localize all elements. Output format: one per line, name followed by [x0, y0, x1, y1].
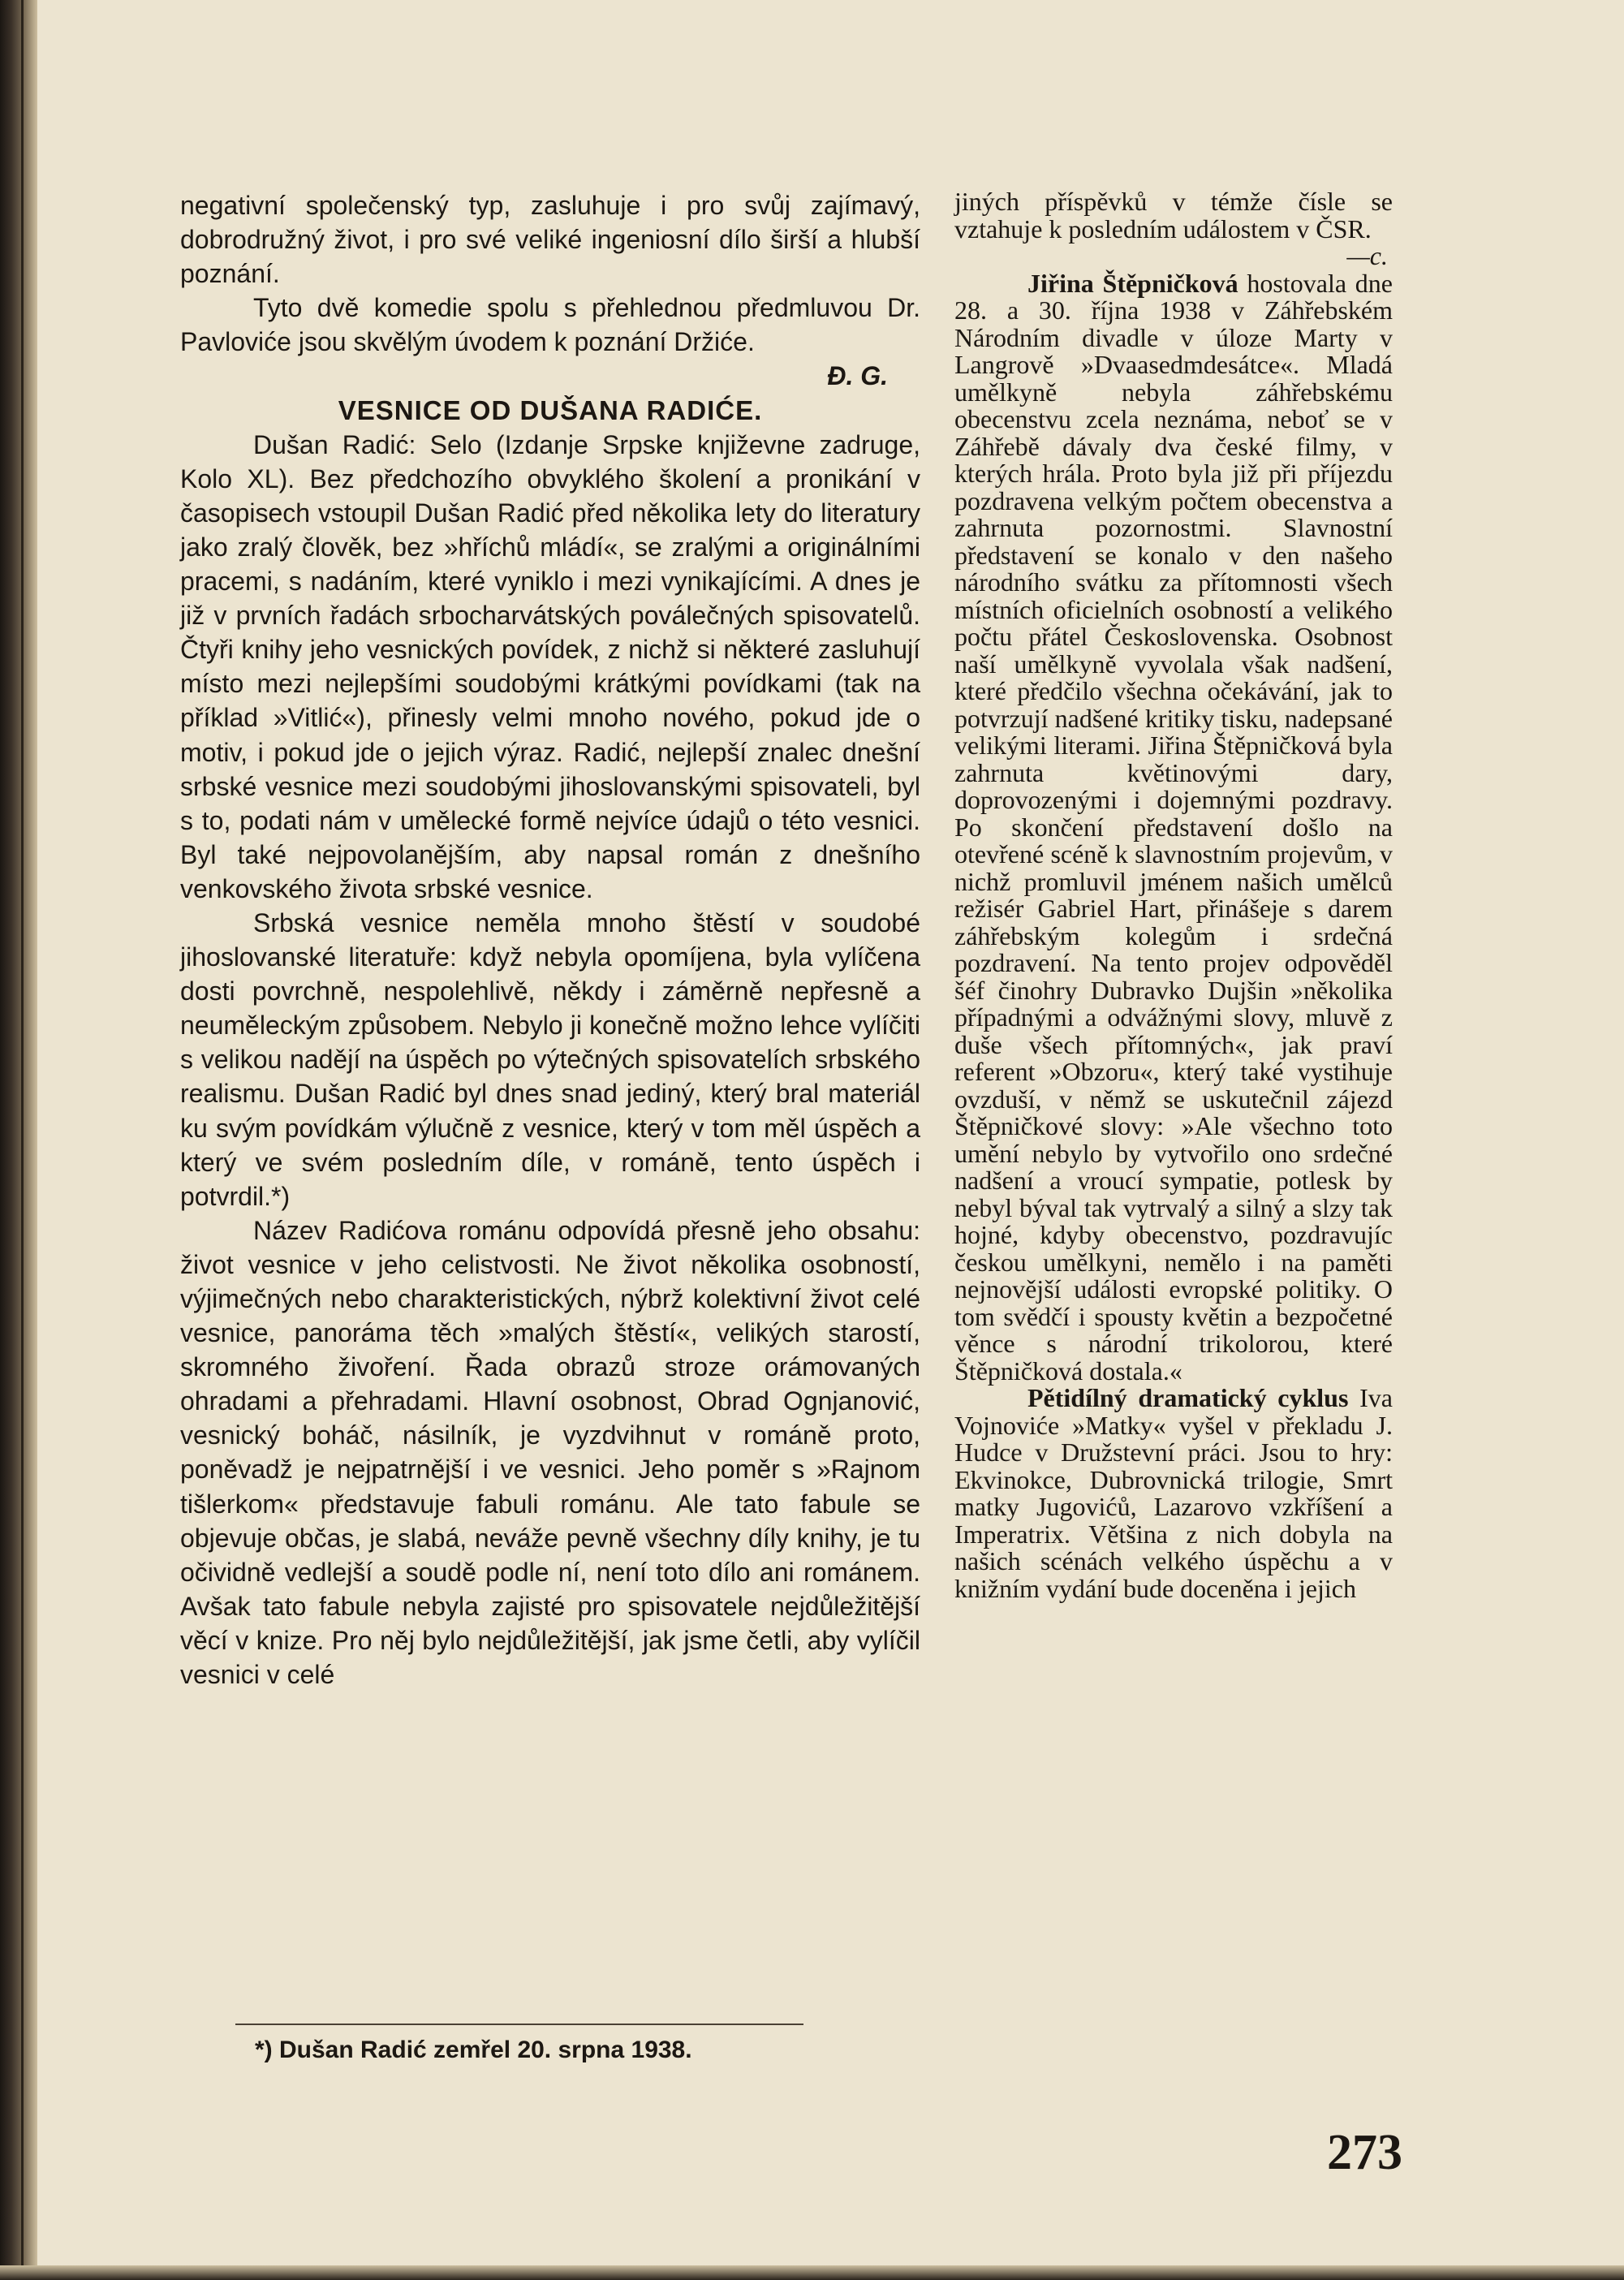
footnote: [180, 2035, 920, 2066]
page-binding-edge: [0, 0, 37, 2280]
paragraph: [954, 1385, 1393, 1602]
paragraph: Název Radićova románu odpovídá přesně jeho obsahu: život vesnice v jeho celistvosti. Ne život několika osobností, výjimečných nebo charakteristických, nýbrž kolektivní život celé vesnice, panoráma těch »malých štěstí«, velikých starostí, skromného živoření. Řada obrazů stroze orámovaných ohradami a přehradami. Hlavní osobnost, Obrad Ognjanović, vesnický boháč, násilník, je vyzdvihnut v románě proto, poněvadž je nejpatrnější i ve vesnici. Jeho poměr s »Rajnom tišlerkom« představuje fabuli románu. Ale tato fabule se objevuje občas, je slabá, neváže pevně všechny díly knihy, je tu očividně vedlejší a soudě podle ní, není toto dílo ani románem. Avšak tato fabule nebyla zajisté pro spisovatele nejdůležitější věcí v knize. Pro něj bylo nejdůležitější, jak jsme četli, aby vylíčil vesnici v celé: [180, 1215, 920, 1690]
paragraph-text: Iva Vojnoviće »Matky« vyšel v překladu J. Hudce v Družstevní práci. Jsou to hry: Ekvinokce, Dubrovnická trilogie, Smrt matky Jugovićů, Lazarovo vzkříšení a Imperatrix. Většina z nich dobyla na našich scénách velkého úspěchu a v knižním vydání bude doceněna i jejich: [954, 1383, 1394, 1603]
page-bottom-edge: [0, 2265, 1624, 2280]
binding-line: [21, 0, 24, 2280]
paragraph: jiných příspěvků v témže čísle se vztahuje k posledním událostem v ČSR.: [954, 187, 1393, 244]
signature: —c.: [1346, 241, 1388, 270]
paragraph: Tyto dvě komedie spolu s přehlednou předmluvou Dr. Pavloviće jsou skvělým úvodem k poznání Držiće.: [180, 293, 920, 357]
paragraph: Dušan Radić: Selo (Izdanje Srpske književne zadruge, Kolo XL). Bez předchozího obvyklého školení a pronikání v časopisech vstoupil Dušan Radić před několika lety do literatury jako zralý člověk, bez »hříchů mládí«, se zralými a originálními pracemi, s nadáním, které vyniklo i mezi vynikajícími. A dnes je již v prvních řadách srbocharvátských poválečných spisovatelů. Čtyři knihy jeho vesnických povídek, z nichž si některé zasluhují místo mezi nejlepšími soudobými krátkými povídkami (tak na příklad »Vitlić«), přinesly velmi mnoho nového, pokud jde o motiv, i pokud jde o jejich výraz. Radić, nejlepší znalec dnešní srbské vesnice mezi soudobými jihoslovanskými spisovateli, byl s to, podati nám v umělecké formě nejvíce údajů o této vesnici. Byl také nejpovolanějším, aby napsal román z dnešního venkovského života srbské vesnice.: [180, 429, 920, 903]
section-title: VESNICE OD DUŠANA RADIĆE.: [338, 394, 763, 425]
paragraph: [954, 270, 1393, 1386]
footnote-text: *) Dušan Radić zemřel 20. srpna 1938.: [255, 2036, 692, 2063]
left-column: [180, 188, 920, 1692]
paragraph: negativní společenský typ, zasluhuje i pro svůj zajímavý, dobrodružný život, i pro své veliké ingeniosní dílo širší a hlubší poznání.: [180, 191, 920, 289]
paragraph-text: hostovala dne 28. a 30. října 1938 v Záhřebském Národním divadle v úloze Marty v Langrově »Dvaasedmdesátce«. Mladá umělkyně nebyla záhřebskému obecenstvu zcela neznáma, neboť se v Záhřebě dávaly dva české filmy, v kterých hrála. Proto byla již při příjezdu pozdravena velkým počtem obecenstva a zahrnuta pozornostmi. Slavnostní představení se konalo v den našeho národního svátku za přítomnosti všech místních oficielních osobností a velikého počtu přátel Československa. Osobnost naší umělkyně vyvolala však nadšení, které předčilo všechna očekávání, jak to potvrzují nadšené kritiky tisku, nadepsané velikými literami. Jiřina Štěpničková byla zahrnuta květinovými dary, doprovozenými i dojemnými pozdravy. Po skončení představení došlo na otevřené scéně k slavnostním projevům, v nichž promluvil jménem našich umělců režisér Gabriel Hart, přinášeje s darem záhřebským kolegům i srdečná pozdravení. Na tento projev odpověděl šéf činohry Dubravko Dujšin »několika případnými a odvážnými slovy, mluvě z duše všech přítomných«, jak praví referent »Obzoru«, který také vystihuje ovzduší, v němž se uskutečnil zájezd Štěpničkové slovy: »Ale všechno toto umění nebylo by vytvořilo ono srdečné nadšení a vroucí sympatie, potlesk by nebyl býval tak vytrvalý a silný a slzy tak hojné, kdyby obecenstvo, pozdravujíc českou umělkyni, nemělo i na paměti nejnovější události evropské politiky. O tom svědčí i spousty květin a bezpočetné věnce s národní trikolorou, které Štěpničková dostala.«: [954, 268, 1394, 1386]
paragraph: Srbská vesnice neměla mnoho štěstí v soudobé jihoslovanské literatuře: když nebyla opomíjena, byla vylíčena dosti povrchně, nespolehlivě, někdy i záměrně nepřesně a neuměleckým způsobem. Nebylo ji konečně možno lehce vylíčiti s velikou nadějí na úspěch po výtečných spisovatelích srbského realismu. Dušan Radić byl dnes snad jediný, který bral materiál ku svým povídkám výlučně z vesnice, který v tom měl úspěch a který ve svém posledním díle, v románě, tento úspěch i potvrdil.*): [180, 907, 920, 1211]
lead-name: Pětidílný dramatický cyklus: [1027, 1383, 1349, 1412]
footnote-rule: [235, 2024, 803, 2025]
page-number: 273: [1327, 2125, 1402, 2180]
lead-name: Jiřina Štěpničková: [1027, 268, 1238, 298]
signature: Đ. G.: [827, 361, 888, 391]
right-column: [954, 188, 1393, 1602]
